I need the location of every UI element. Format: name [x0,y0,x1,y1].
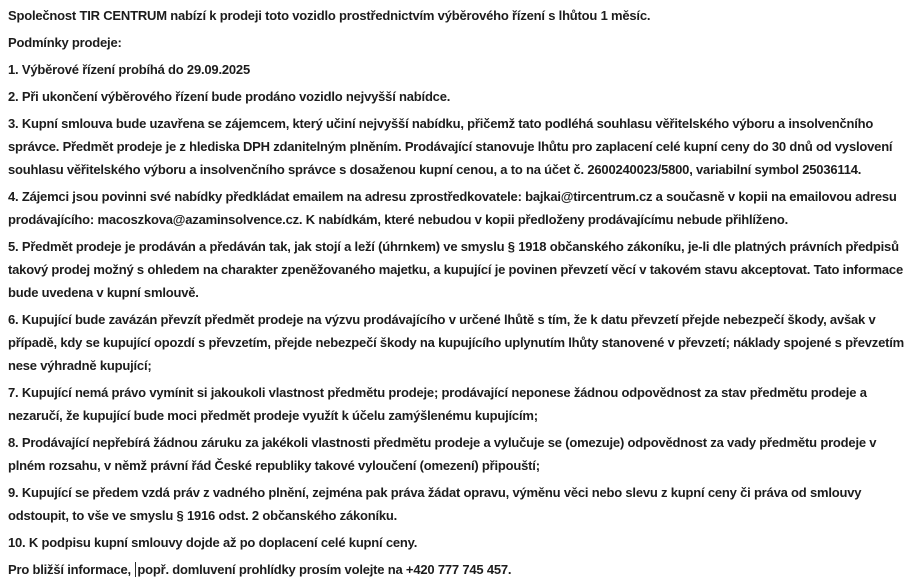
condition-item-5: 5. Předmět prodeje je prodáván a předáván tak, jak stojí a leží (úhrnkem) ve smyslu § 1918 občanského zákoníku, je-li dle platných právních předpisů takový prodej možný s ohledem na charakter zpeněžovaného majetku, a kupující je povinen převzetí věcí v takovém stavu akceptovat. Tato informace bude uvedena v kupní smlouvě. [8,239,903,300]
condition-item-10: 10. K podpisu kupní smlouvy dojde až po doplacení celé kupní ceny. [8,535,418,550]
condition-item-3: 3. Kupní smlouva bude uzavřena se zájemcem, který učiní nejvyšší nabídku, přičemž tato podléhá souhlasu věřitelského výboru a insolvenčního správce. Předmět prodeje je z hlediska DPH zdanitelným plněním. Prodávající stanovuje lhůtu pro zaplacení celé kupní ceny do 30 dnů od vyslovení souhlasu věřitelského výboru a insolvenčního správce s dosaženou kupní cenou, a to na účet č. 2600240023/5800, variabilní symbol 25036114. [8,116,893,177]
contact-text-after-caret: popř. domluvení prohlídky prosím volejte na +420 777 745 457. [137,562,512,577]
condition-item-1: 1. Výběrové řízení probíhá do 29.09.2025 [8,62,250,77]
conditions-heading: Podmínky prodeje: [8,35,122,50]
intro-text: Společnost TIR CENTRUM nabízí k prodeji toto vozidlo prostřednictvím výběrového řízení s lhůtou 1 měsíc. [8,8,651,23]
condition-item-8: 8. Prodávající nepřebírá žádnou záruku za jakékoli vlastnosti předmětu prodeje a vylučuje se (omezuje) odpovědnost za vady předmětu prodeje v plném rozsahu, v němž právní řád České republiky takové vyloučení (omezení) připouští; [8,435,877,473]
contact-text-before-caret: Pro bližší informace, [8,562,135,577]
condition-item-2: 2. Při ukončení výběrového řízení bude prodáno vozidlo nejvyšší nabídce. [8,89,451,104]
condition-item-4: 4. Zájemci jsou povinni své nabídky předkládat emailem na adresu zprostředkovatele: bajkai@tircentrum.cz a současně v kopii na emailovou adresu prodávajícího: macoszkova@azaminsolvence.cz. K nabídkám, které nebudou v kopii předloženy prodávajícímu nebude přihlíženo. [8,189,897,227]
condition-item-6: 6. Kupující bude zavázán převzít předmět prodeje na výzvu prodávajícího v určené lhůtě s tím, že k datu převzetí přejde nebezpečí škody, avšak v případě, kdy se kupující opozdí s převzetím, přejde nebezpečí škody na kupujícího uplynutím lhůty stanovené v převzetí; náklady spojené s převzetím nese výhradně kupující; [8,312,905,373]
condition-item-7: 7. Kupující nemá právo vymínit si jakoukoli vlastnost předmětu prodeje; prodávající neponese žádnou odpovědnost za stav předmětu prodeje a nezaručí, že kupující bude moci předmět prodeje využít k účelu zamýšlenému kupujícím; [8,385,867,423]
condition-item-9: 9. Kupující se předem vzdá práv z vadného plnění, zejména pak práva žádat opravu, výměnu věci nebo slevu z kupní ceny či práva od smlouvy odstoupit, to vše ve smyslu § 1916 odst. 2 občanského zákoníku. [8,485,862,523]
contact-line [8,558,910,581]
